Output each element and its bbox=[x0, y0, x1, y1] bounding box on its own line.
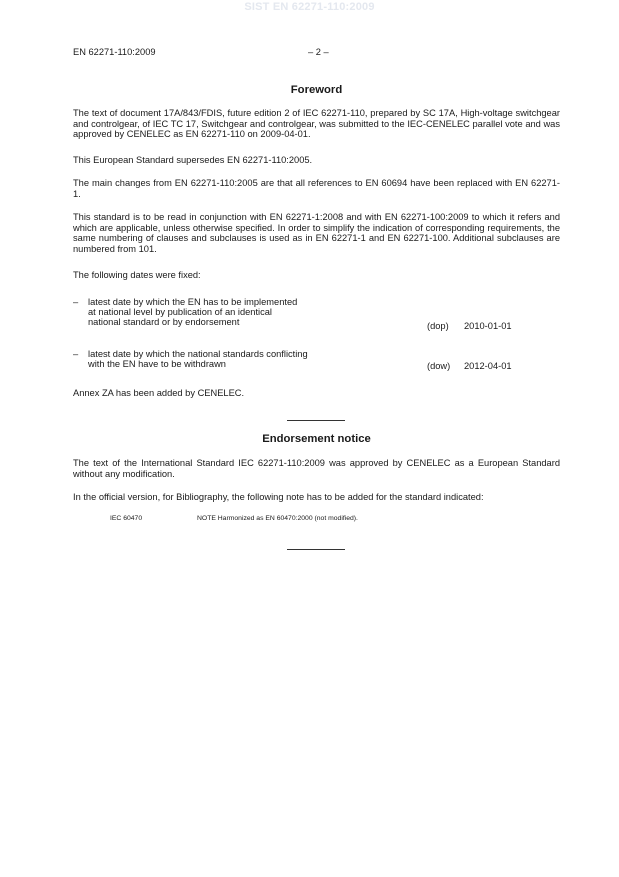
endorsement-paragraph-2: In the official version, for Bibliography, the following note has to be added for the standard indicated: bbox=[73, 492, 484, 502]
page-number: – 2 – bbox=[308, 47, 329, 57]
date-value: 2012-04-01 bbox=[464, 361, 512, 371]
foreword-paragraph-2: This European Standard supersedes EN 62271-110:2005. bbox=[73, 155, 313, 165]
date-description-line: at national level by publication of an identical bbox=[88, 307, 272, 317]
note-standard-reference: IEC 60470 bbox=[110, 515, 143, 522]
list-dash: – bbox=[73, 297, 79, 307]
dates-intro: The following dates were fixed: bbox=[73, 270, 201, 280]
annex-note: Annex ZA has been added by CENELEC. bbox=[73, 388, 245, 398]
date-abbreviation: (dow) bbox=[427, 361, 451, 371]
date-description-line: latest date by which the national standards conflicting bbox=[88, 349, 308, 359]
list-dash: – bbox=[73, 349, 79, 359]
foreword-paragraph-3: The main changes from EN 62271-110:2005 are that all references to EN 60694 have been replaced with EN 62271-1. bbox=[73, 178, 560, 199]
foreword-paragraph-4: This standard is to be read in conjunction with EN 62271-1:2008 and with EN 62271-100:2009 to which it refers and which are applicable, unless otherwise specified. In order to simplify the indication of corresponding requirements, the same numbering of clauses and subclauses is used as in EN 62271-1 and EN 62271-100. Additional subclauses are numbered from 101. bbox=[73, 212, 560, 254]
section-divider bbox=[287, 549, 345, 550]
date-abbreviation: (dop) bbox=[427, 321, 449, 331]
date-description-line: latest date by which the EN has to be implemented bbox=[88, 297, 298, 307]
date-value: 2010-01-01 bbox=[464, 321, 512, 331]
date-description bbox=[88, 297, 348, 327]
date-description-line: national standard or by endorsement bbox=[88, 317, 240, 327]
foreword-title: Foreword bbox=[290, 84, 343, 96]
endorsement-title: Endorsement notice bbox=[262, 433, 371, 445]
page-header bbox=[73, 47, 560, 61]
endorsement-paragraph-1: The text of the International Standard IEC 62271-110:2009 was approved by CENELEC as a European Standard without any modification. bbox=[73, 458, 560, 479]
document-id: EN 62271-110:2009 bbox=[73, 47, 156, 57]
date-description-line: with the EN have to be withdrawn bbox=[88, 359, 226, 369]
foreword-paragraph-1: The text of document 17A/843/FDIS, future edition 2 of IEC 62271-110, prepared by SC 17A, High-voltage switchgear and controlgear, of IEC TC 17, Switchgear and controlgear, was submitted to the IEC-CENELEC parallel vote and was approved by CENELEC as EN 62271-110 on 2009-04-01. bbox=[73, 108, 560, 139]
section-divider bbox=[287, 420, 345, 421]
bibliography-note bbox=[110, 515, 530, 525]
date-description bbox=[88, 349, 348, 369]
note-text: NOTE Harmonized as EN 60470:2000 (not modified). bbox=[197, 515, 358, 522]
watermark-text: SIST EN 62271-110:2009 bbox=[244, 1, 375, 13]
